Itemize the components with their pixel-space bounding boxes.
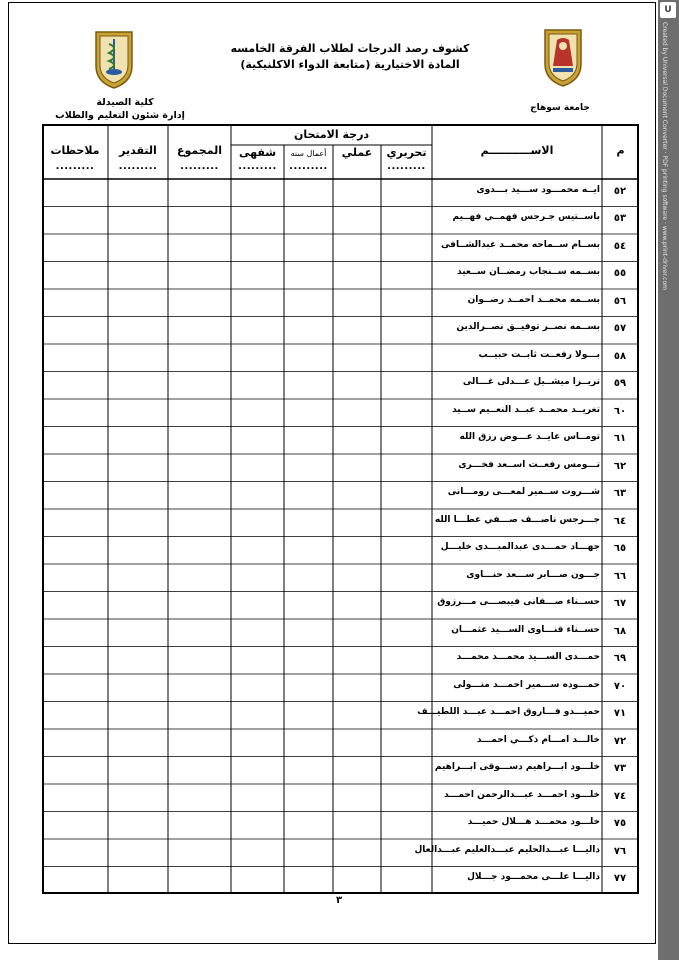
- header-written: تحريري: [386, 146, 427, 159]
- header-oral: شفهى: [238, 146, 277, 159]
- faculty-name: كلية الصيدلة: [96, 97, 154, 108]
- header-placeholder: .........: [180, 161, 219, 172]
- student-name: شـــروت ســمير لمعـــى رومـــانى: [447, 487, 600, 498]
- student-name: تريــزا ميشــيل عـــدلى غـــالى: [462, 377, 600, 388]
- student-name: ايــه محمـــود ســـيد بـــدوى: [476, 184, 600, 195]
- row-number: ٥٨: [613, 350, 627, 362]
- row-number: ٦٥: [613, 543, 627, 555]
- row-number: ٧٣: [613, 763, 627, 775]
- row-number: ٧٤: [613, 790, 627, 802]
- student-name: بســمه نصــر توفيــق نصــرالدين: [456, 322, 600, 333]
- header-grade: التقدير: [119, 144, 157, 157]
- student-name: جـــون صـــابر ســـعد حنـــاوى: [466, 569, 600, 580]
- row-number: ٧٠: [613, 680, 627, 692]
- row-number: ٦٩: [613, 653, 627, 665]
- row-number: ٧٥: [613, 818, 627, 830]
- row-number: ٧٦: [613, 845, 627, 857]
- student-name: حميـــدو فـــاروق احمـــد عبـــد اللطيـــف: [417, 707, 600, 718]
- student-name: بســمه ســنجاب رمضــان ســعيد: [457, 267, 600, 278]
- header-yearwork: أعمال سنه: [290, 149, 327, 158]
- student-name: تغريــد محمــد عبــد النعــيم ســيد: [452, 404, 600, 415]
- row-number: ٧٢: [613, 735, 627, 747]
- row-number: ٥٤: [613, 240, 627, 252]
- university-name: جامعة سوهاج: [530, 103, 590, 113]
- faculty-seal-icon: [92, 28, 136, 90]
- row-number: ٥٧: [613, 323, 627, 335]
- header-exam-group: درجة الامتحان: [293, 128, 370, 141]
- row-number: ٦٧: [613, 598, 627, 610]
- header-name: الاســـــــــــم: [480, 144, 554, 157]
- header-placeholder: .........: [118, 161, 158, 172]
- converter-sidebar-text: Created by Universal Document Converter · PDF printing software · www.print-driver.com: [661, 22, 668, 290]
- student-name: بـــولا رفعــت ثابــت حبيــب: [478, 349, 600, 360]
- student-name: حمـــوده ســـمير احمـــد متـــولى: [453, 679, 600, 690]
- header-placeholder: .........: [55, 161, 95, 172]
- header-practical: عملي: [341, 146, 373, 159]
- student-name: باســتيس جـرجس فهمــي فهــيم: [452, 212, 600, 223]
- row-number: ٥٩: [613, 378, 627, 390]
- row-number: ٧٧: [613, 873, 627, 885]
- student-name: خلـــود احمـــد عبـــدالرحمن احمـــد: [443, 789, 600, 800]
- converter-logo-icon: U: [660, 2, 676, 18]
- row-number: ٥٦: [613, 295, 627, 307]
- course-subtitle: المادة الاختيارية (متابعة الدواء الاكلنيكية): [240, 58, 460, 71]
- grades-table: [42, 124, 639, 894]
- student-name: جـــرجس ناصـــف صـــفي عطـــا الله: [434, 514, 600, 525]
- row-number: ٥٣: [613, 213, 627, 225]
- row-number: ٦٠: [613, 405, 627, 417]
- header-number: م: [616, 144, 625, 157]
- student-name: خلـــود محمـــد هـــلال حميـــد: [467, 817, 600, 828]
- student-name: تـــومس رفعــت اســعد فخـــرى: [458, 459, 600, 470]
- student-name: بســمه محمــد احمــد رضــوان: [467, 294, 600, 305]
- header-placeholder: .........: [387, 161, 426, 172]
- row-number: ٦٨: [613, 625, 627, 637]
- row-number: ٦٣: [613, 488, 627, 500]
- page-number: ٣: [335, 895, 343, 906]
- row-number: ٥٢: [613, 185, 627, 197]
- row-number: ٦٦: [613, 570, 627, 582]
- header-placeholder: .........: [289, 161, 328, 172]
- student-name: جهـــاد حمـــدى عبدالمبـــدى خليـــل: [440, 542, 600, 553]
- header-notes: ملاحظات: [50, 144, 100, 157]
- row-number: ٦٤: [613, 515, 627, 527]
- row-number: ٥٥: [613, 268, 627, 280]
- university-seal-icon: [541, 26, 585, 88]
- student-name: حمـــدى الســـيد محمـــد محمـــد: [456, 652, 600, 663]
- student-name: داليـــا علـــى محمـــود جـــلال: [467, 872, 600, 883]
- student-name: داليـــا عبـــدالحليم عبـــدالعليم عبـــدالعال: [414, 844, 600, 855]
- student-name: حســناء صـــفانى فيبصـــى مـــرزوق: [437, 597, 600, 608]
- header-total: المجموع: [177, 144, 222, 157]
- student-name: تومــاس عايــد عـــوض رزق الله: [459, 432, 600, 443]
- header-placeholder: .........: [238, 161, 277, 172]
- converter-sidebar: [658, 0, 679, 960]
- student-name: خلـــود ابـــراهيم دســـوقى ابـــراهيم: [434, 762, 600, 773]
- row-number: ٦١: [613, 433, 627, 445]
- sheet-title: كشوف رصد الدرجات لطلاب الفرقة الخامسه: [230, 42, 470, 55]
- row-number: ٦٢: [613, 460, 627, 472]
- department-name: إدارة شئون التعليم والطلاب: [55, 110, 185, 121]
- student-name: خالـــد امـــام ذكـــي احمـــد: [476, 734, 600, 745]
- row-number: ٧١: [613, 708, 627, 720]
- student-name: بســام ســماحه محمــد عبدالشــافى: [440, 239, 600, 250]
- student-name: حســناء قنـــاوى الســـيد عثمـــان: [451, 624, 600, 635]
